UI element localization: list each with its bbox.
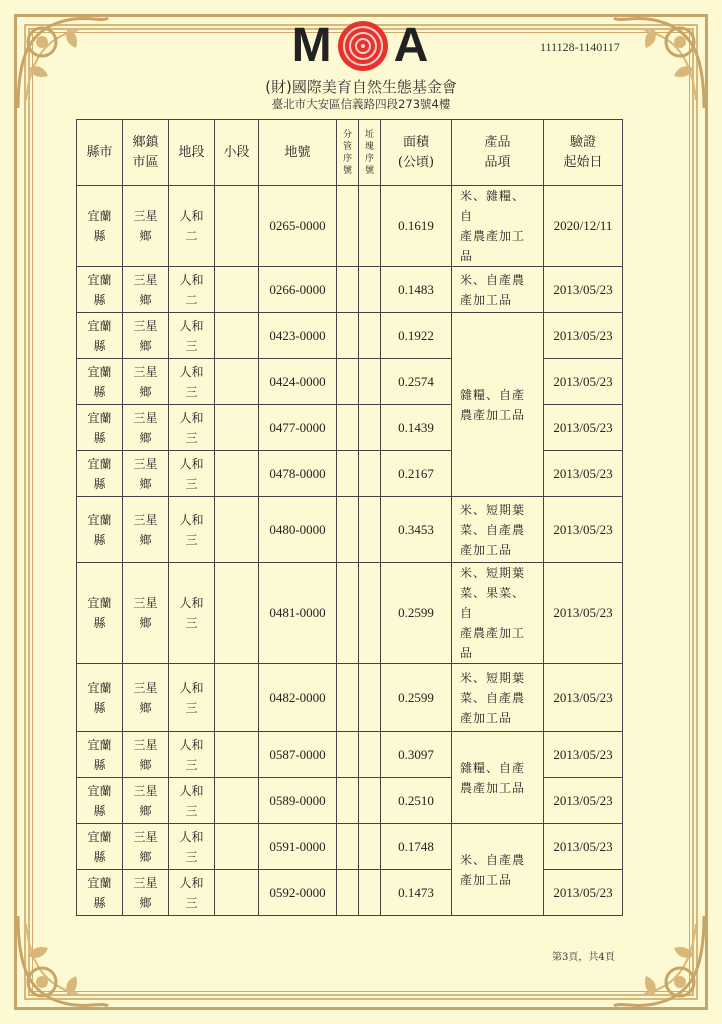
cell-area: 0.1473 xyxy=(381,870,452,916)
cell-mgmt xyxy=(337,451,359,497)
cell-section: 人和 三 xyxy=(169,664,215,732)
cell-mgmt xyxy=(337,732,359,778)
cell-county: 宜蘭 縣 xyxy=(77,267,123,313)
cell-plot xyxy=(359,405,381,451)
cell-plot xyxy=(359,778,381,824)
cell-lot: 0478-0000 xyxy=(259,451,337,497)
cell-product: 米、短期葉 菜、自產農 產加工品 xyxy=(452,497,544,563)
cell-lot: 0481-0000 xyxy=(259,563,337,664)
cell-area: 0.2510 xyxy=(381,778,452,824)
header-county: 縣市 xyxy=(77,120,123,186)
table-row xyxy=(77,664,623,732)
organization-name: (財)國際美育自然生態基金會 xyxy=(265,78,457,96)
cell-section: 人和 二 xyxy=(169,186,215,267)
cell-plot xyxy=(359,267,381,313)
cell-date: 2013/05/23 xyxy=(544,267,623,313)
cell-subsection xyxy=(215,497,259,563)
cell-section: 人和 三 xyxy=(169,870,215,916)
cell-section: 人和 二 xyxy=(169,267,215,313)
header-section: 地段 xyxy=(169,120,215,186)
page-number: 第3頁，共4頁 xyxy=(552,952,615,963)
cell-plot xyxy=(359,359,381,405)
cell-mgmt xyxy=(337,313,359,359)
cell-county: 宜蘭 縣 xyxy=(77,451,123,497)
cell-plot xyxy=(359,497,381,563)
cell-date: 2013/05/23 xyxy=(544,778,623,824)
cell-area: 0.1619 xyxy=(381,186,452,267)
cell-date: 2013/05/23 xyxy=(544,497,623,563)
cell-county: 宜蘭 縣 xyxy=(77,186,123,267)
cell-county: 宜蘭 縣 xyxy=(77,497,123,563)
cell-town: 三星 鄉 xyxy=(123,313,169,359)
cell-section: 人和 三 xyxy=(169,732,215,778)
cell-product: 米、自產農 產加工品 xyxy=(452,267,544,313)
cell-date: 2013/05/23 xyxy=(544,870,623,916)
cell-subsection xyxy=(215,405,259,451)
table-row xyxy=(77,732,623,778)
cell-county: 宜蘭 縣 xyxy=(77,778,123,824)
header-cert-date: 驗證 起始日 xyxy=(544,120,623,186)
header-town: 鄉鎮 市區 xyxy=(123,120,169,186)
cell-section: 人和 三 xyxy=(169,824,215,870)
header-product: 產品 品項 xyxy=(452,120,544,186)
table-row xyxy=(77,267,623,313)
cell-product: 雜糧、自產 農產加工品 xyxy=(452,313,544,497)
cell-subsection xyxy=(215,664,259,732)
logo-letter-a: A xyxy=(393,19,429,72)
ornament-corner-icon xyxy=(604,906,714,1016)
ornament-corner-icon xyxy=(8,906,118,1016)
cell-section: 人和 三 xyxy=(169,359,215,405)
cell-county: 宜蘭 縣 xyxy=(77,313,123,359)
cell-county: 宜蘭 縣 xyxy=(77,563,123,664)
table-row xyxy=(77,497,623,563)
cell-lot: 0423-0000 xyxy=(259,313,337,359)
cell-mgmt xyxy=(337,186,359,267)
cell-town: 三星 鄉 xyxy=(123,664,169,732)
cell-plot xyxy=(359,824,381,870)
cell-subsection xyxy=(215,313,259,359)
cell-area: 0.2167 xyxy=(381,451,452,497)
cell-town: 三星 鄉 xyxy=(123,870,169,916)
cell-date: 2013/05/23 xyxy=(544,359,623,405)
cell-subsection xyxy=(215,824,259,870)
cell-section: 人和 三 xyxy=(169,405,215,451)
cell-town: 三星 鄉 xyxy=(123,778,169,824)
table-row xyxy=(77,186,623,267)
cell-lot: 0265-0000 xyxy=(259,186,337,267)
cell-area: 0.2599 xyxy=(381,664,452,732)
cell-mgmt xyxy=(337,824,359,870)
cell-subsection xyxy=(215,451,259,497)
header-area: 面積 (公頃) xyxy=(381,120,452,186)
cell-county: 宜蘭 縣 xyxy=(77,359,123,405)
cell-subsection xyxy=(215,359,259,405)
cell-date: 2013/05/23 xyxy=(544,732,623,778)
cell-county: 宜蘭 縣 xyxy=(77,405,123,451)
table-row xyxy=(77,824,623,870)
cell-plot xyxy=(359,732,381,778)
cell-subsection xyxy=(215,870,259,916)
header-subsection: 小段 xyxy=(215,120,259,186)
logo-letter-m: M xyxy=(291,19,332,72)
cell-product: 米、雜糧、自 產農產加工 品 xyxy=(452,186,544,267)
cell-product: 米、短期葉 菜、自產農 產加工品 xyxy=(452,664,544,732)
cell-subsection xyxy=(215,732,259,778)
organization-address: 臺北市大安區信義路四段273號4樓 xyxy=(271,97,451,111)
cell-plot xyxy=(359,664,381,732)
cell-product: 雜糧、自產 農產加工品 xyxy=(452,732,544,824)
cell-subsection xyxy=(215,563,259,664)
cell-mgmt xyxy=(337,778,359,824)
cell-town: 三星 鄉 xyxy=(123,267,169,313)
cell-mgmt xyxy=(337,359,359,405)
header-plot-number: 坵 塊 序 號 xyxy=(359,120,381,186)
cell-date: 2013/05/23 xyxy=(544,313,623,359)
cell-area: 0.1483 xyxy=(381,267,452,313)
cell-area: 0.1439 xyxy=(381,405,452,451)
cell-lot: 0589-0000 xyxy=(259,778,337,824)
moa-logo xyxy=(270,20,450,72)
cell-lot: 0424-0000 xyxy=(259,359,337,405)
cell-town: 三星 鄉 xyxy=(123,451,169,497)
cell-town: 三星 鄉 xyxy=(123,824,169,870)
cell-town: 三星 鄉 xyxy=(123,497,169,563)
cell-lot: 0591-0000 xyxy=(259,824,337,870)
cell-subsection xyxy=(215,778,259,824)
cell-product: 米、自產農 產加工品 xyxy=(452,824,544,916)
certificate-number: 111128-1140117 xyxy=(540,40,620,54)
cell-section: 人和 三 xyxy=(169,313,215,359)
cell-area: 0.1922 xyxy=(381,313,452,359)
cell-town: 三星 鄉 xyxy=(123,563,169,664)
cell-mgmt xyxy=(337,664,359,732)
cell-lot: 0480-0000 xyxy=(259,497,337,563)
cell-county: 宜蘭 縣 xyxy=(77,732,123,778)
cell-area: 0.1748 xyxy=(381,824,452,870)
cell-date: 2013/05/23 xyxy=(544,405,623,451)
cell-plot xyxy=(359,186,381,267)
logo-circle-icon xyxy=(336,19,390,73)
table-row xyxy=(77,313,623,359)
cell-town: 三星 鄉 xyxy=(123,186,169,267)
cell-county: 宜蘭 縣 xyxy=(77,870,123,916)
cell-mgmt xyxy=(337,563,359,664)
cell-mgmt xyxy=(337,497,359,563)
cell-mgmt xyxy=(337,267,359,313)
cell-lot: 0592-0000 xyxy=(259,870,337,916)
cell-county: 宜蘭 縣 xyxy=(77,824,123,870)
cell-town: 三星 鄉 xyxy=(123,732,169,778)
cell-date: 2020/12/11 xyxy=(544,186,623,267)
cell-county: 宜蘭 縣 xyxy=(77,664,123,732)
cell-date: 2013/05/23 xyxy=(544,824,623,870)
cell-mgmt xyxy=(337,405,359,451)
cell-subsection xyxy=(215,267,259,313)
cell-lot: 0587-0000 xyxy=(259,732,337,778)
cell-lot: 0477-0000 xyxy=(259,405,337,451)
cell-area: 0.2574 xyxy=(381,359,452,405)
cell-lot: 0266-0000 xyxy=(259,267,337,313)
cell-section: 人和 三 xyxy=(169,497,215,563)
cell-town: 三星 鄉 xyxy=(123,359,169,405)
cell-section: 人和 三 xyxy=(169,451,215,497)
certified-land-table xyxy=(76,119,623,916)
cell-town: 三星 鄉 xyxy=(123,405,169,451)
cell-date: 2013/05/23 xyxy=(544,451,623,497)
header-lot-number: 地號 xyxy=(259,120,337,186)
cell-lot: 0482-0000 xyxy=(259,664,337,732)
cell-date: 2013/05/23 xyxy=(544,563,623,664)
cell-section: 人和 三 xyxy=(169,778,215,824)
table-row xyxy=(77,563,623,664)
cell-section: 人和 三 xyxy=(169,563,215,664)
cell-plot xyxy=(359,870,381,916)
cell-date: 2013/05/23 xyxy=(544,664,623,732)
cell-mgmt xyxy=(337,870,359,916)
cell-area: 0.2599 xyxy=(381,563,452,664)
header-management-number: 分 管 序 號 xyxy=(337,120,359,186)
cell-product: 米、短期葉 菜、果菜、自 產農產加工 品 xyxy=(452,563,544,664)
cell-plot xyxy=(359,563,381,664)
cell-area: 0.3097 xyxy=(381,732,452,778)
table-header-row xyxy=(77,120,623,186)
cell-subsection xyxy=(215,186,259,267)
cell-area: 0.3453 xyxy=(381,497,452,563)
cell-plot xyxy=(359,451,381,497)
cell-plot xyxy=(359,313,381,359)
